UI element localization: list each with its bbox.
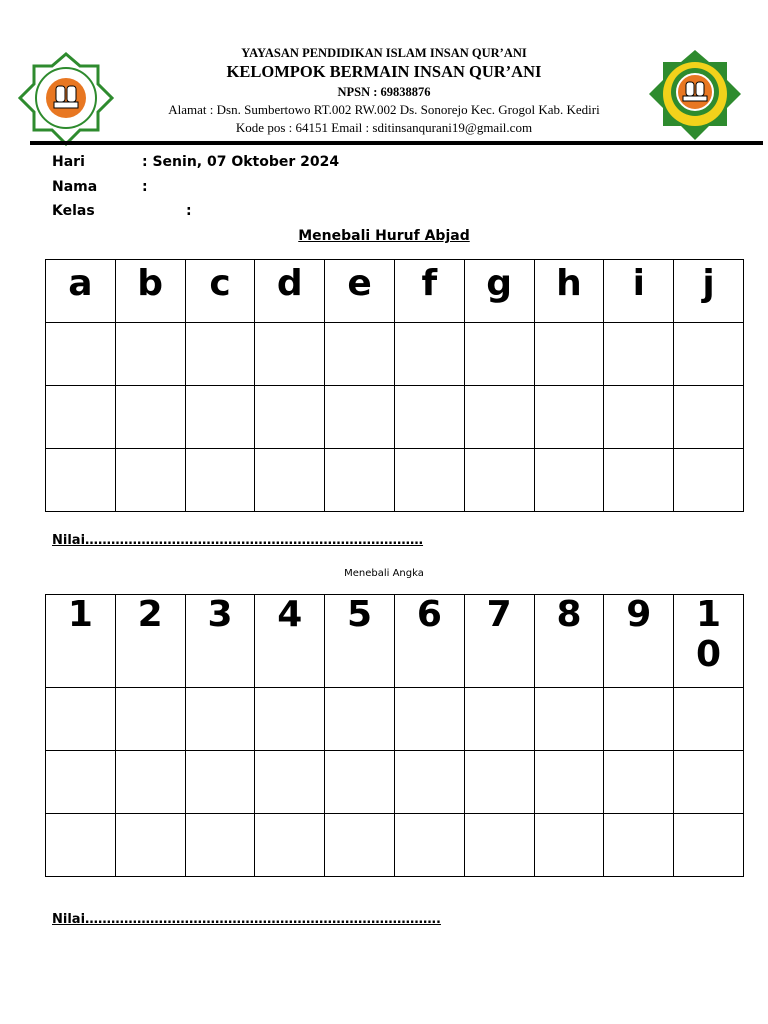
empty-cell — [674, 449, 744, 512]
empty-cell — [394, 386, 464, 449]
empty-cell — [534, 449, 604, 512]
empty-row — [46, 751, 744, 814]
number-tracing-table — [45, 594, 744, 877]
address: Alamat : Dsn. Sumbertowo RT.002 RW.002 Ds. Sonorejo Kec. Grogol Kab. Kediri — [168, 102, 600, 117]
letter-cell: b — [115, 260, 185, 323]
section-title-letters: Menebali Huruf Abjad — [298, 228, 470, 244]
empty-cell — [115, 449, 185, 512]
kelas-label: Kelas — [52, 203, 95, 219]
empty-cell — [115, 688, 185, 751]
empty-cell — [604, 386, 674, 449]
empty-cell — [185, 386, 255, 449]
empty-cell — [604, 688, 674, 751]
empty-row — [46, 386, 744, 449]
number-ten: 10 — [696, 594, 722, 675]
letter-cell: j — [674, 260, 744, 323]
number-cell: 3 — [185, 595, 255, 688]
header-divider — [30, 141, 763, 145]
hari-value: : Senin, 07 Oktober 2024 — [142, 154, 340, 170]
empty-cell — [604, 449, 674, 512]
number-cell: 5 — [325, 595, 395, 688]
empty-cell — [674, 751, 744, 814]
empty-cell — [115, 386, 185, 449]
empty-row — [46, 688, 744, 751]
empty-cell — [534, 323, 604, 386]
empty-cell — [255, 449, 325, 512]
empty-cell — [255, 688, 325, 751]
empty-cell — [464, 814, 534, 877]
empty-cell — [394, 449, 464, 512]
empty-cell — [674, 386, 744, 449]
empty-cell — [534, 386, 604, 449]
letter-cell: c — [185, 260, 255, 323]
empty-cell — [534, 688, 604, 751]
letter-cell: i — [604, 260, 674, 323]
letter-tracing-table — [45, 259, 744, 512]
letter-cell: h — [534, 260, 604, 323]
number-cell — [674, 595, 744, 688]
empty-cell — [325, 688, 395, 751]
empty-cell — [604, 323, 674, 386]
empty-cell — [325, 323, 395, 386]
empty-cell — [185, 751, 255, 814]
empty-cell — [185, 688, 255, 751]
empty-cell — [464, 323, 534, 386]
empty-cell — [394, 751, 464, 814]
nilai-numbers: Nilai………………………………………………………………………. — [52, 912, 441, 927]
empty-cell — [325, 751, 395, 814]
letter-header-row — [46, 260, 744, 323]
empty-cell — [464, 449, 534, 512]
empty-cell — [394, 323, 464, 386]
hari-label: Hari — [52, 154, 85, 170]
letterhead — [0, 0, 768, 146]
letter-cell: d — [255, 260, 325, 323]
empty-cell — [46, 449, 116, 512]
empty-cell — [115, 751, 185, 814]
empty-cell — [604, 751, 674, 814]
empty-cell — [185, 323, 255, 386]
empty-cell — [464, 688, 534, 751]
empty-cell — [115, 323, 185, 386]
empty-cell — [674, 814, 744, 877]
number-cell: 8 — [534, 595, 604, 688]
nama-label: Nama — [52, 179, 98, 195]
section-title-numbers: Menebali Angka — [344, 568, 424, 579]
empty-cell — [325, 814, 395, 877]
kelas-value: : — [186, 203, 192, 219]
empty-cell — [325, 386, 395, 449]
npsn: NPSN : 69838876 — [337, 85, 431, 99]
empty-cell — [255, 814, 325, 877]
number-cell: 1 — [46, 595, 116, 688]
letter-cell: f — [394, 260, 464, 323]
empty-cell — [464, 751, 534, 814]
empty-cell — [46, 386, 116, 449]
empty-cell — [674, 688, 744, 751]
empty-row — [46, 814, 744, 877]
number-cell: 2 — [115, 595, 185, 688]
empty-cell — [604, 814, 674, 877]
number-cell: 6 — [394, 595, 464, 688]
empty-cell — [46, 323, 116, 386]
empty-cell — [46, 688, 116, 751]
letter-cell: a — [46, 260, 116, 323]
empty-cell — [394, 688, 464, 751]
empty-cell — [115, 814, 185, 877]
empty-cell — [46, 814, 116, 877]
number-cell: 9 — [604, 595, 674, 688]
empty-cell — [674, 323, 744, 386]
number-cell: 4 — [255, 595, 325, 688]
empty-cell — [394, 814, 464, 877]
empty-row — [46, 323, 744, 386]
letter-cell: e — [325, 260, 395, 323]
empty-cell — [255, 386, 325, 449]
letter-cell: g — [464, 260, 534, 323]
nilai-letters: Nilai…………………………………………………………………… — [52, 533, 424, 548]
number-header-row — [46, 595, 744, 688]
empty-cell — [325, 449, 395, 512]
empty-cell — [255, 751, 325, 814]
empty-cell — [255, 323, 325, 386]
nama-value: : — [142, 179, 148, 195]
empty-cell — [534, 751, 604, 814]
empty-cell — [185, 814, 255, 877]
empty-cell — [534, 814, 604, 877]
number-cell: 7 — [464, 595, 534, 688]
contact-info: Kode pos : 64151 Email : sditinsanqurani19@gmail.com — [235, 120, 533, 135]
school-name: KELOMPOK BERMAIN INSAN QUR’ANI — [226, 62, 542, 81]
empty-row — [46, 449, 744, 512]
empty-cell — [46, 751, 116, 814]
empty-cell — [185, 449, 255, 512]
empty-cell — [464, 386, 534, 449]
foundation-name: YAYASAN PENDIDIKAN ISLAM INSAN QUR’ANI — [241, 46, 527, 60]
